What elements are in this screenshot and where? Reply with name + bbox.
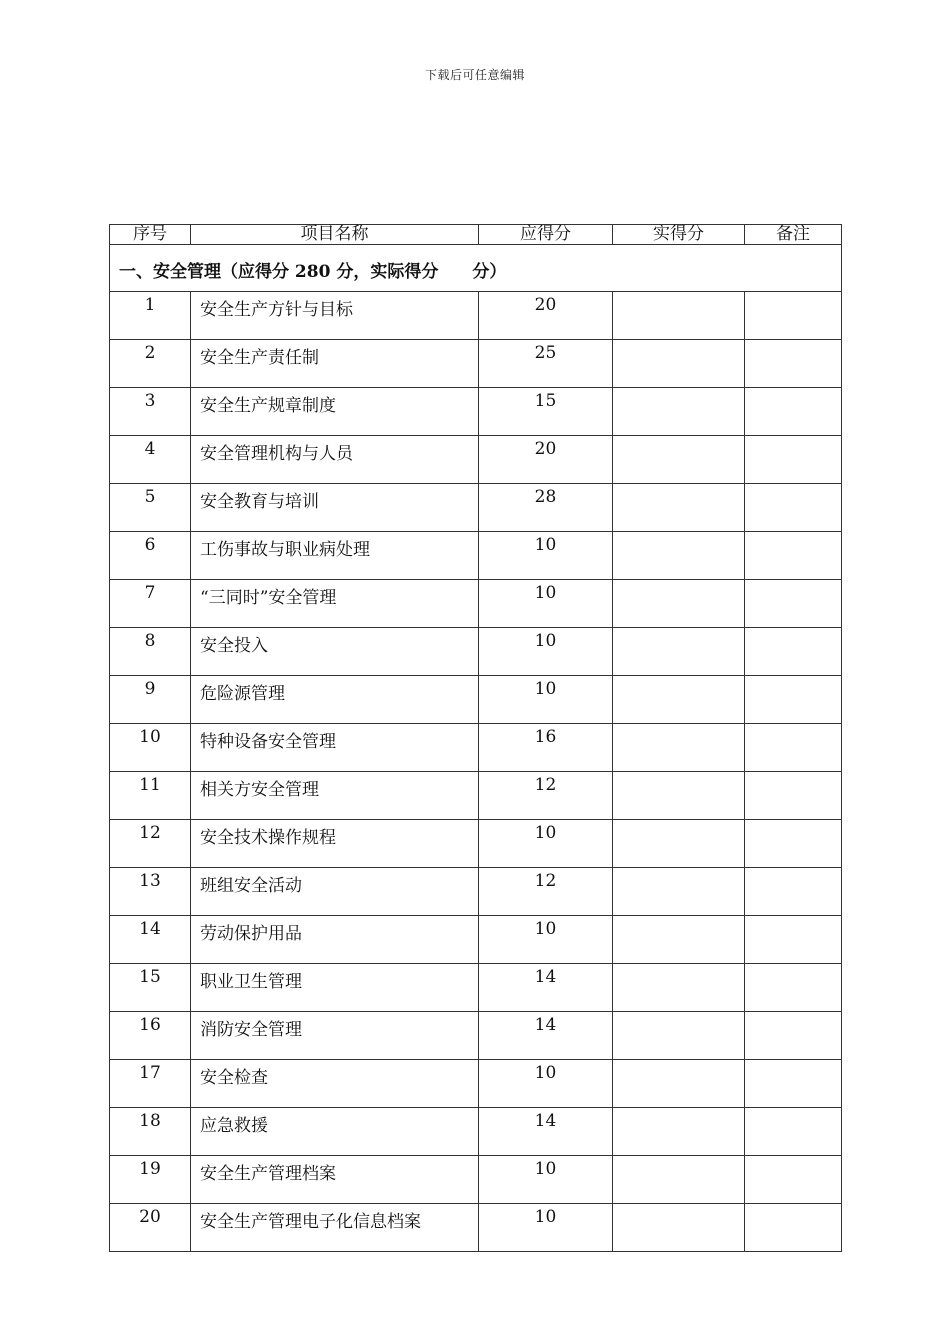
column-header-name: 项目名称 [191,225,479,245]
actual-score-cell [613,676,745,724]
remarks-cell [745,628,842,676]
remarks-cell [745,1204,842,1252]
should-score-cell: 28 [479,484,613,532]
row-number-cell: 18 [110,1108,191,1156]
should-score-cell: 16 [479,724,613,772]
item-name-cell: 安全生产管理档案 [191,1156,479,1204]
should-score-cell: 12 [479,772,613,820]
should-score-cell: 14 [479,1012,613,1060]
remarks-cell [745,580,842,628]
should-score-cell: 10 [479,628,613,676]
remarks-cell [745,964,842,1012]
remarks-cell [745,388,842,436]
table-row [110,580,842,628]
row-number-cell: 3 [110,388,191,436]
table-row [110,868,842,916]
table-row [110,436,842,484]
row-number-cell: 14 [110,916,191,964]
should-score-cell: 10 [479,1204,613,1252]
remarks-cell [745,868,842,916]
item-name-cell: 安全技术操作规程 [191,820,479,868]
actual-score-cell [613,916,745,964]
row-number-cell: 13 [110,868,191,916]
row-number-cell: 16 [110,1012,191,1060]
item-name-cell: 安全生产管理电子化信息档案 [191,1204,479,1252]
remarks-cell [745,340,842,388]
row-number-cell: 5 [110,484,191,532]
table-row [110,340,842,388]
row-number-cell: 19 [110,1156,191,1204]
item-name-cell: 班组安全活动 [191,868,479,916]
row-number-cell: 6 [110,532,191,580]
item-name-cell: 特种设备安全管理 [191,724,479,772]
section-row [110,245,842,292]
should-score-cell: 14 [479,1108,613,1156]
score-table [109,224,842,1252]
actual-score-cell [613,964,745,1012]
should-score-cell: 20 [479,436,613,484]
actual-score-cell [613,340,745,388]
should-score-cell: 15 [479,388,613,436]
remarks-cell [745,1108,842,1156]
item-name-cell: 应急救援 [191,1108,479,1156]
should-score-cell: 10 [479,580,613,628]
table-row [110,676,842,724]
actual-score-cell [613,1156,745,1204]
row-number-cell: 20 [110,1204,191,1252]
page-header-note: 下载后可任意编辑 [424,68,525,82]
item-name-cell: 危险源管理 [191,676,479,724]
remarks-cell [745,772,842,820]
item-name-cell: 职业卫生管理 [191,964,479,1012]
actual-score-cell [613,484,745,532]
column-header-actual-score: 实得分 [613,225,745,245]
row-number-cell: 10 [110,724,191,772]
item-name-cell: 安全教育与培训 [191,484,479,532]
table-row [110,532,842,580]
row-number-cell: 4 [110,436,191,484]
row-number-cell: 17 [110,1060,191,1108]
table-header-row [110,225,842,245]
remarks-cell [745,820,842,868]
table-row [110,724,842,772]
table-row [110,1012,842,1060]
row-number-cell: 15 [110,964,191,1012]
table-row [110,1108,842,1156]
remarks-cell [745,1060,842,1108]
remarks-cell [745,484,842,532]
should-score-cell: 10 [479,1156,613,1204]
remarks-cell [745,916,842,964]
actual-score-cell [613,580,745,628]
section-title: 一、安全管理（应得分 280 分，实际得分 分） [110,245,842,292]
item-name-cell: 安全管理机构与人员 [191,436,479,484]
should-score-cell: 10 [479,820,613,868]
actual-score-cell [613,436,745,484]
should-score-cell: 10 [479,916,613,964]
table-row [110,628,842,676]
table-row [110,964,842,1012]
actual-score-cell [613,724,745,772]
should-score-cell: 25 [479,340,613,388]
row-number-cell: 12 [110,820,191,868]
should-score-cell: 10 [479,1060,613,1108]
remarks-cell [745,1156,842,1204]
item-name-cell: 安全投入 [191,628,479,676]
actual-score-cell [613,388,745,436]
row-number-cell: 8 [110,628,191,676]
remarks-cell [745,676,842,724]
actual-score-cell [613,868,745,916]
actual-score-cell [613,1108,745,1156]
remarks-cell [745,724,842,772]
should-score-cell: 14 [479,964,613,1012]
item-name-cell: 安全生产规章制度 [191,388,479,436]
item-name-cell: 安全生产责任制 [191,340,479,388]
row-number-cell: 2 [110,340,191,388]
actual-score-cell [613,1204,745,1252]
actual-score-cell [613,1012,745,1060]
should-score-cell: 10 [479,676,613,724]
remarks-cell [745,1012,842,1060]
item-name-cell: 安全检查 [191,1060,479,1108]
remarks-cell [745,292,842,340]
should-score-cell: 12 [479,868,613,916]
table-row [110,484,842,532]
should-score-cell: 20 [479,292,613,340]
item-name-cell: 安全生产方针与目标 [191,292,479,340]
column-header-should-score: 应得分 [479,225,613,245]
row-number-cell: 7 [110,580,191,628]
table-row [110,292,842,340]
table-row [110,1204,842,1252]
remarks-cell [745,436,842,484]
item-name-cell: “三同时”安全管理 [191,580,479,628]
actual-score-cell [613,772,745,820]
table-row [110,772,842,820]
actual-score-cell [613,292,745,340]
actual-score-cell [613,820,745,868]
table-row [110,1060,842,1108]
should-score-cell: 10 [479,532,613,580]
remarks-cell [745,532,842,580]
table-row [110,388,842,436]
item-name-cell: 相关方安全管理 [191,772,479,820]
column-header-remarks: 备注 [745,225,842,245]
row-number-cell: 9 [110,676,191,724]
column-header-no: 序号 [110,225,191,245]
item-name-cell: 消防安全管理 [191,1012,479,1060]
actual-score-cell [613,532,745,580]
actual-score-cell [613,1060,745,1108]
item-name-cell: 劳动保护用品 [191,916,479,964]
row-number-cell: 11 [110,772,191,820]
row-number-cell: 1 [110,292,191,340]
table-row [110,916,842,964]
table-row [110,820,842,868]
actual-score-cell [613,628,745,676]
item-name-cell: 工伤事故与职业病处理 [191,532,479,580]
table-row [110,1156,842,1204]
